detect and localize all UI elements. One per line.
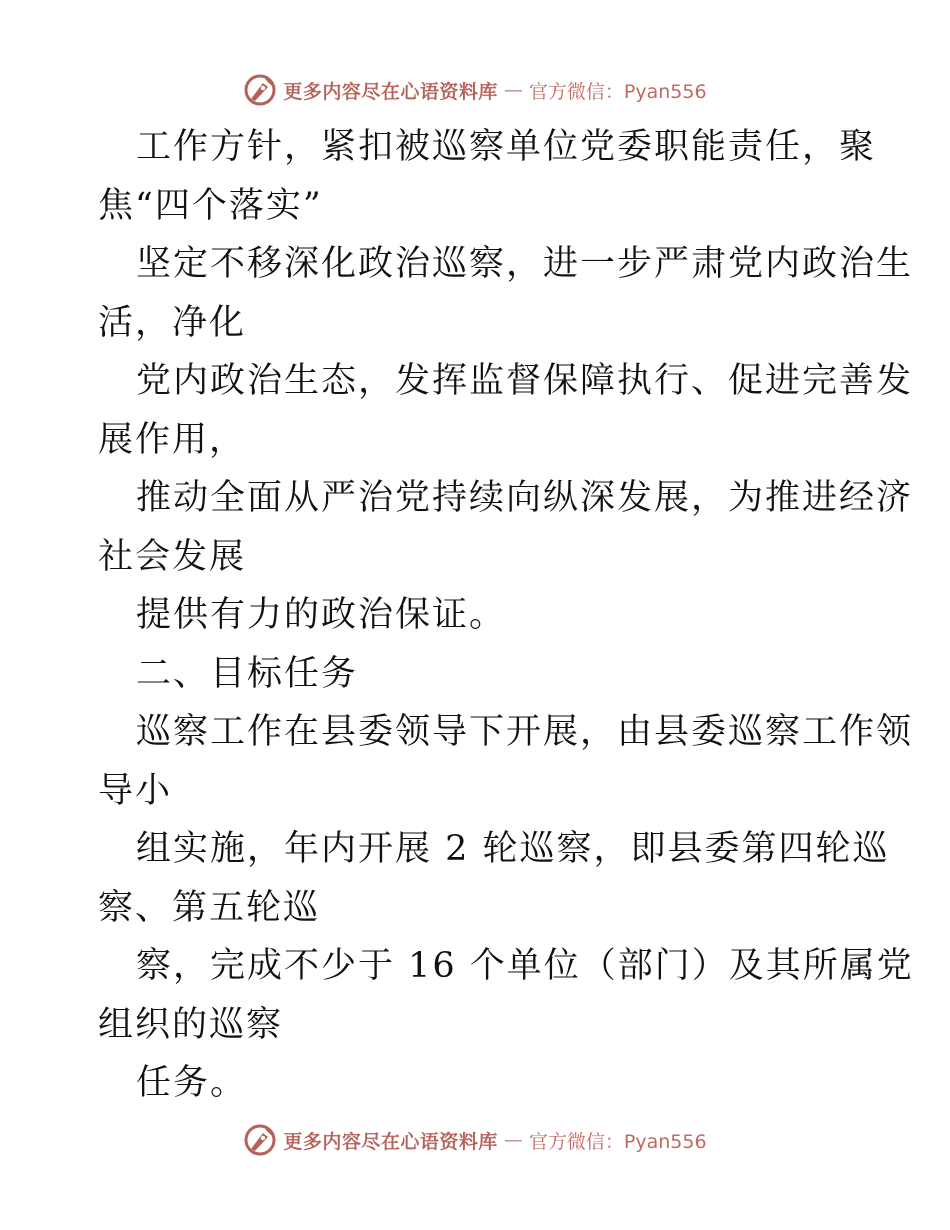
text-line: 导小 (98, 770, 173, 811)
banner-separator: — (503, 1129, 523, 1151)
banner-separator: — (503, 79, 523, 101)
banner-title: 更多内容尽在心语资料库 (283, 80, 498, 103)
text-line: 察，完成不少于 16 个单位（部门）及其所属党 (136, 946, 914, 986)
text-line: 活，净化 (98, 302, 247, 343)
pen-nib-logo-icon (243, 1123, 277, 1157)
text-line: 任务。 (136, 1063, 248, 1103)
text-line: 工作方针，紧扣被巡察单位党委职能责任，聚 (136, 127, 877, 167)
banner-title: 更多内容尽在心语资料库 (283, 1130, 498, 1153)
text-line: 社会发展 (98, 536, 247, 577)
banner-wechat: 官方微信：Pyan556 (528, 1130, 707, 1153)
text-line: 巡察工作在县委领导下开展，由县委巡察工作领 (136, 712, 914, 752)
text-line: 组织的巡察 (98, 1004, 284, 1045)
banner-wechat: 官方微信：Pyan556 (528, 80, 707, 103)
text-line: 二、目标任务 (136, 653, 359, 694)
pen-nib-logo-icon (243, 73, 277, 107)
header-banner (0, 70, 950, 110)
text-line: 展作用， (98, 419, 247, 460)
text-line: 提供有力的政治保证。 (136, 595, 507, 635)
text-line: 党内政治生态，发挥监督保障执行、促进完善发 (136, 361, 914, 401)
text-line: 推动全面从严治党持续向纵深发展，为推进经济 (136, 478, 914, 518)
document-body (98, 118, 914, 1113)
text-line: 焦“四个落实” (98, 185, 323, 226)
footer-banner (0, 1120, 950, 1160)
text-line: 察、第五轮巡 (98, 887, 321, 928)
text-line: 坚定不移深化政治巡察，进一步严肃党内政治生 (136, 244, 914, 284)
text-line: 组实施，年内开展 2 轮巡察，即县委第四轮巡 (136, 829, 890, 869)
